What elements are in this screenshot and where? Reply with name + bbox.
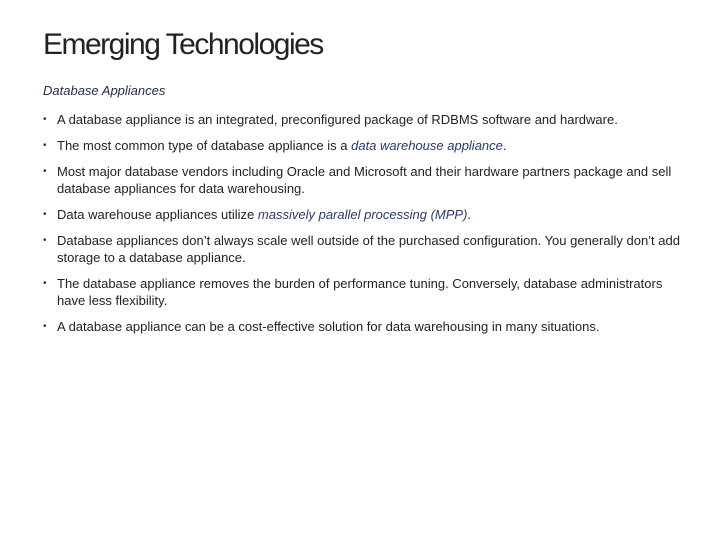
- bullet-text: Database appliances don’t always scale well outside of the purchased configuration. You generally don’t add storage to a database appliance.: [57, 233, 680, 265]
- bullet-text: The most common type of database appliance is a: [57, 138, 352, 153]
- bullet-text: is an integrated, preconfigured package of RDBMS software and hardware.: [181, 112, 618, 127]
- bullet-item: [43, 163, 693, 197]
- bullet-item: [43, 232, 693, 266]
- bullet-text: The database appliance removes the burden of performance tuning. Conversely, database administrators have less flexibility.: [57, 276, 663, 308]
- bullet-text: A: [57, 112, 69, 127]
- bullet-text: Data warehouse appliances utilize: [57, 207, 258, 222]
- bullet-text: Most major database vendors including Oracle and Microsoft and their hardware partners package and sell database appliances for data warehousing.: [57, 164, 672, 196]
- bullet-item: [43, 318, 693, 335]
- emphasized-term: massively parallel processing (MPP): [257, 207, 468, 222]
- bullet-text: .: [467, 207, 472, 222]
- slide-subtitle: Database Appliances: [43, 83, 166, 98]
- bullet-item: [43, 137, 693, 154]
- bullet-item: [43, 206, 693, 223]
- bullet-item: [43, 275, 693, 309]
- bullet-text: .: [502, 138, 507, 153]
- bullet-list: [43, 111, 693, 344]
- emphasized-term: data warehouse appliance: [351, 138, 503, 153]
- slide-title: Emerging Technologies: [43, 28, 323, 61]
- bullet-item: [43, 111, 693, 128]
- key-term: database appliance: [68, 112, 182, 127]
- bullet-text: A database appliance can be a cost-effective solution for data warehousing in many situations.: [57, 319, 600, 334]
